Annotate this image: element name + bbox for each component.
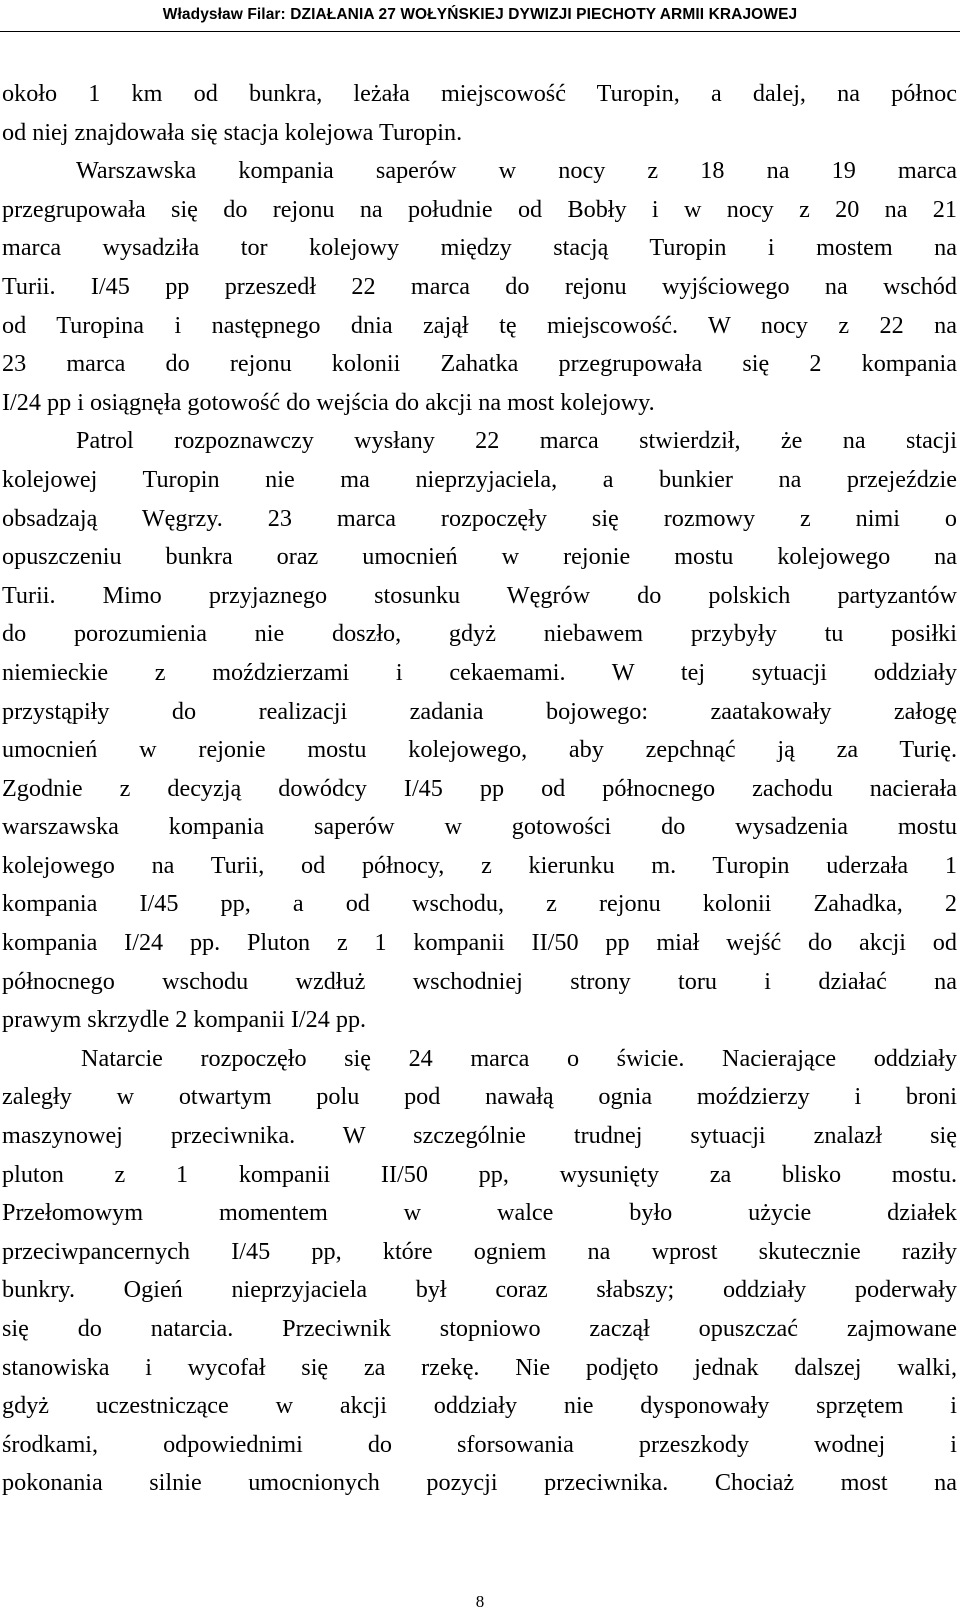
text-line: przegrupowała się do rejonu na południe od Bobły i w nocy z 20 na 21 (2, 195, 957, 223)
text-line: I/24 pp i osiągnęła gotowość do wejścia do akcji na most kolejowy. (2, 388, 655, 416)
text-line: Turii. I/45 pp przeszedł 22 marca do rejonu wyjściowego na wschód (2, 272, 957, 300)
paragraph-start-line: Warszawska kompania saperów w nocy z 18 na 19 marca (76, 157, 957, 185)
text-line: północnego wschodu wzdłuż wschodniej strony toru i działać na (2, 967, 957, 995)
text-line: pluton z 1 kompanii II/50 pp, wysunięty za blisko mostu. (2, 1160, 957, 1188)
text-line: około 1 km od bunkra, leżała miejscowość Turopin, a dalej, na północ (2, 80, 957, 107)
text-line: pokonania silnie umocnionych pozycji przeciwnika. Chociaż most na (2, 1469, 957, 1497)
running-header: Władysław Filar: DZIAŁANIA 27 WOŁYŃSKIEJ DYWIZJI PIECHOTY ARMII KRAJOWEJ (162, 6, 798, 23)
text-line: niemieckie z moździerzami i cekaemami. W tej sytuacji oddziały (2, 658, 957, 686)
text-line: środkami, odpowiednimi do sforsowania przeszkody wodnej i (2, 1430, 957, 1458)
text-line: Przełomowym momentem w walce było użycie działek (2, 1199, 957, 1227)
header-rule (0, 31, 960, 32)
text-line: Zgodnie z decyzją dowódcy I/45 pp od północnego zachodu nacierała (2, 774, 957, 802)
text-line: warszawska kompania saperów w gotowości do wysadzenia mostu (2, 813, 957, 841)
text-line: obsadzają Węgrzy. 23 marca rozpoczęły się rozmowy z nimi o (2, 504, 957, 532)
text-line: stanowiska i wycofał się za rzekę. Nie podjęto jednak dalszej walki, (2, 1353, 957, 1381)
text-line: do porozumienia nie doszło, gdyż niebawem przybyły tu posiłki (2, 620, 957, 648)
text-line: od niej znajdowała się stacja kolejowa Turopin. (2, 118, 463, 146)
text-line: kolejowej Turopin nie ma nieprzyjaciela, a bunkier na przejeździe (2, 465, 957, 493)
text-line: przeciwpancernych I/45 pp, które ogniem na wprost skutecznie raziły (2, 1237, 957, 1265)
text-line: umocnień w rejonie mostu kolejowego, aby zepchnąć ją za Turię. (2, 736, 957, 764)
text-line: od Turopina i następnego dnia zajął tę miejscowość. W nocy z 22 na (2, 311, 957, 339)
text-line: kompania I/24 pp. Pluton z 1 kompanii II/50 pp miał wejść do akcji od (2, 929, 957, 957)
text-line: 23 marca do rejonu kolonii Zahatka przegrupowała się 2 kompania (2, 350, 957, 378)
page-number: 8 (475, 1592, 485, 1611)
text-line: przystąpiły do realizacji zadania bojowego: zaatakowały załogę (2, 697, 957, 725)
text-line: się do natarcia. Przeciwnik stopniowo zaczął opuszczać zajmowane (2, 1315, 957, 1342)
paragraph-start-line: Natarcie rozpoczęło się 24 marca o świcie. Nacierające oddziały (81, 1044, 957, 1072)
text-line: gdyż uczestniczące w akcji oddziały nie dysponowały sprzętem i (2, 1392, 957, 1420)
text-line: zaległy w otwartym polu pod nawałą ognia moździerzy i broni (2, 1083, 957, 1111)
text-line: opuszczeniu bunkra oraz umocnień w rejonie mostu kolejowego na (2, 543, 957, 571)
text-line: kompania I/45 pp, a od wschodu, z rejonu kolonii Zahadka, 2 (2, 890, 957, 918)
text-line: marca wysadziła tor kolejowy między stacją Turopin i mostem na (2, 234, 957, 262)
paragraph-start-line: Patrol rozpoznawczy wysłany 22 marca stwierdził, że na stacji (76, 427, 957, 455)
text-line: bunkry. Ogień nieprzyjaciela był coraz słabszy; oddziały poderwały (2, 1276, 957, 1304)
text-line: maszynowej przeciwnika. W szczególnie trudnej sytuacji znalazł się (2, 1122, 957, 1150)
text-line: Turii. Mimo przyjaznego stosunku Węgrów do polskich partyzantów (2, 581, 957, 609)
text-line: kolejowego na Turii, od północy, z kierunku m. Turopin uderzała 1 (2, 851, 957, 879)
text-line: prawym skrzydle 2 kompanii I/24 pp. (2, 1006, 367, 1034)
body-text (2, 75, 957, 1503)
